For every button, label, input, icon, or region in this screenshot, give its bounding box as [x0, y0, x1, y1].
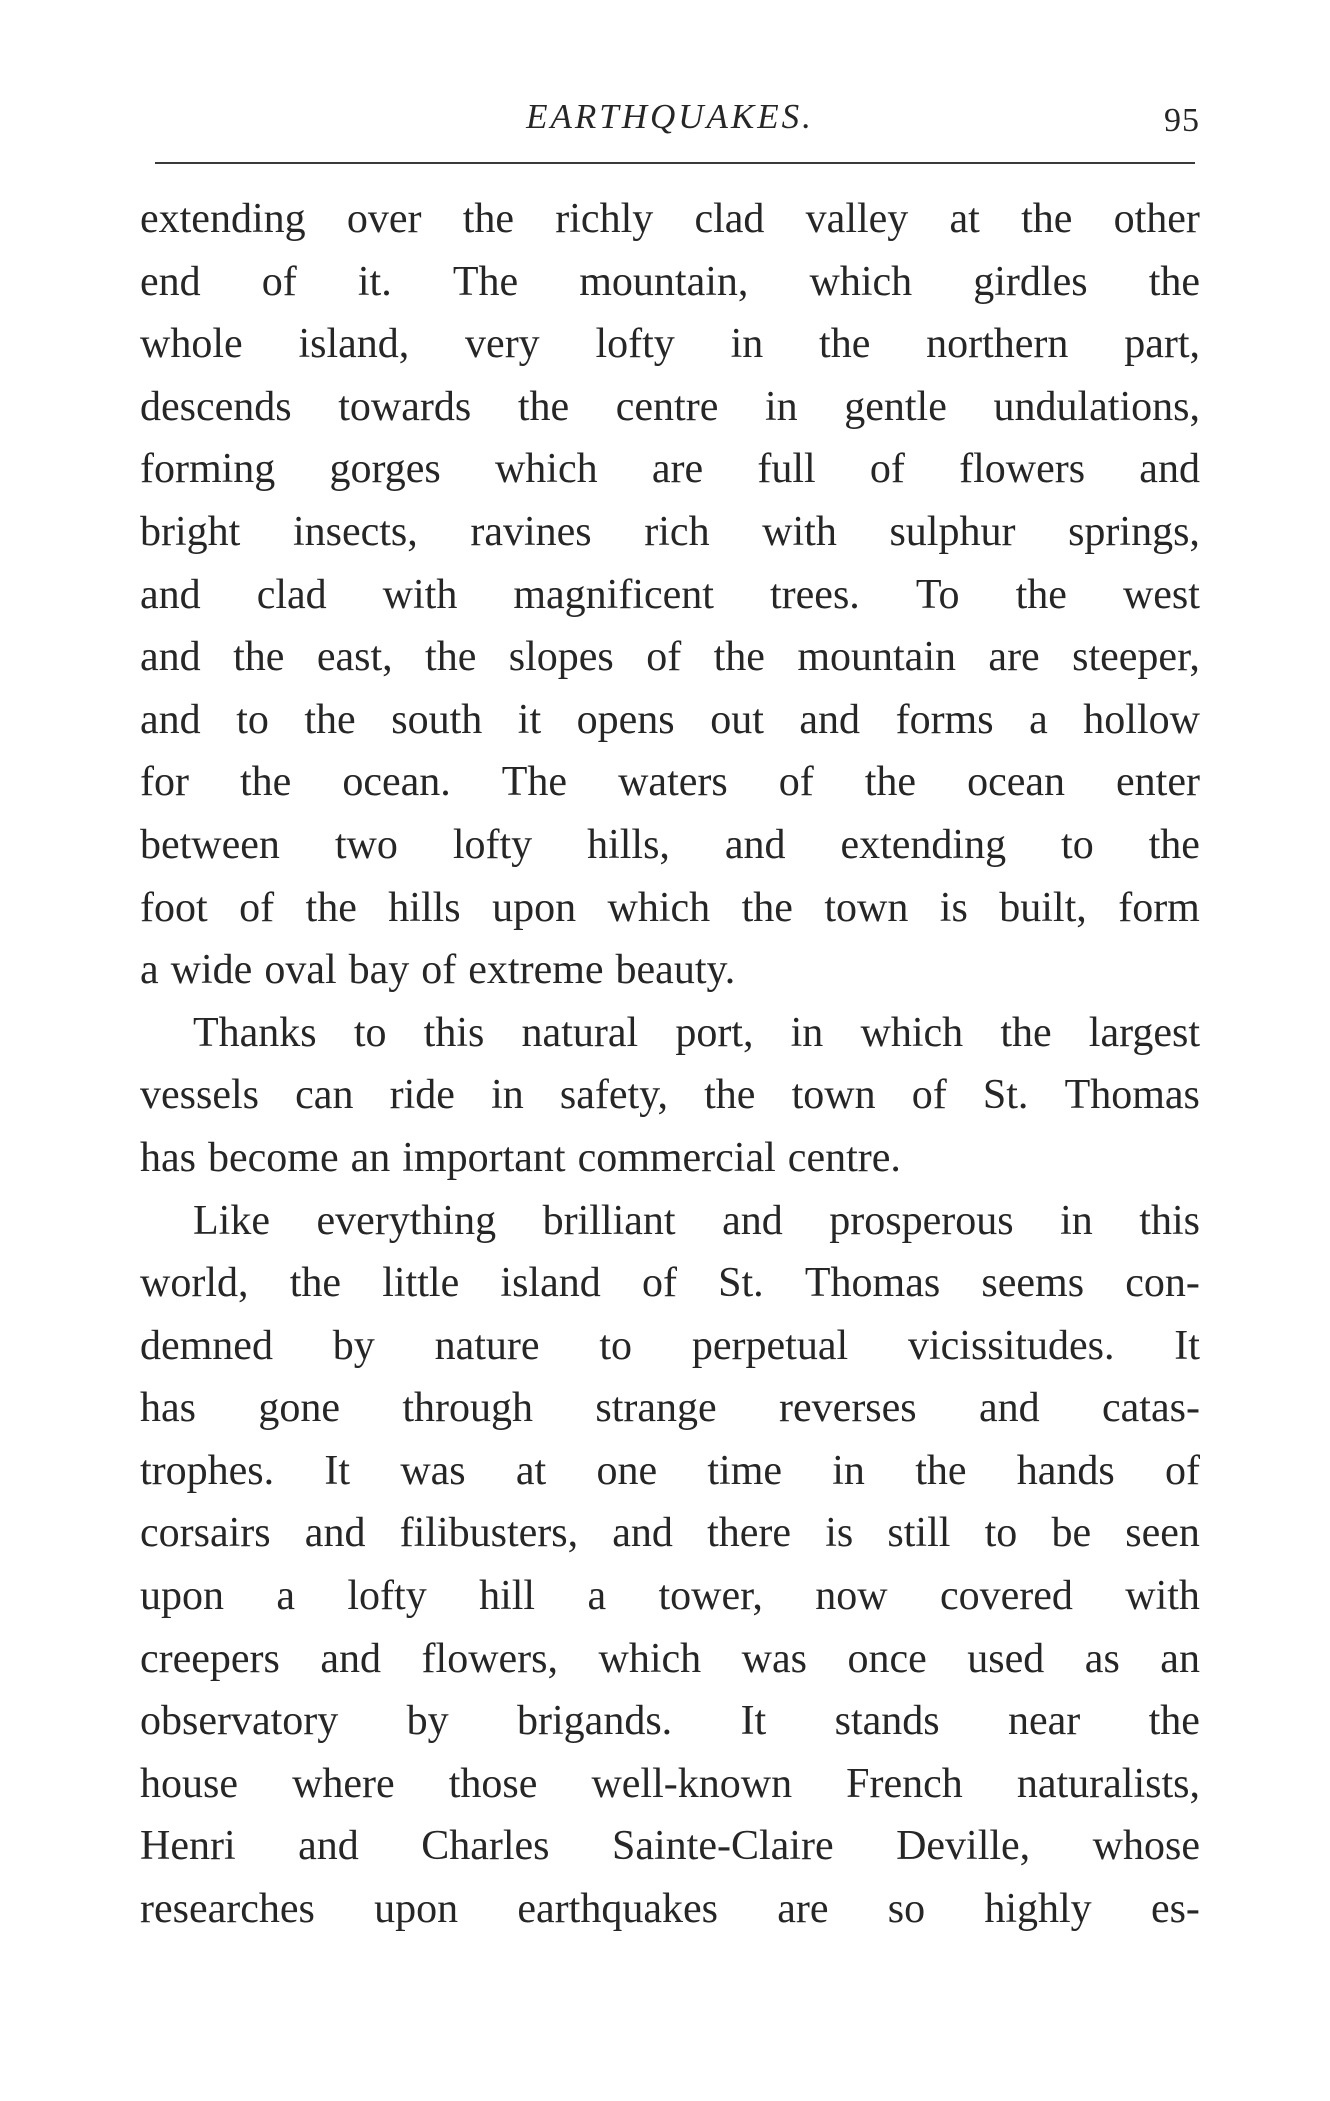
text-line: foot of the hills upon which the town is built, form	[140, 884, 1200, 931]
text-line: and to the south it opens out and forms a hollow	[140, 696, 1200, 743]
text-line: Like everything brilliant and prosperous in this	[193, 1197, 1200, 1244]
text-line: has become an important commercial centre.	[140, 1134, 901, 1181]
text-line: corsairs and filibusters, and there is still to be seen	[140, 1510, 1200, 1557]
text-line: researches upon earthquakes are so highly es-	[140, 1886, 1200, 1933]
text-line: descends towards the centre in gentle undulations,	[140, 383, 1200, 430]
page-number: 95	[1164, 102, 1200, 139]
text-line: Thanks to this natural port, in which the largest	[193, 1009, 1200, 1056]
text-line: between two lofty hills, and extending to the	[140, 821, 1200, 868]
text-line: demned by nature to perpetual vicissitudes. It	[140, 1322, 1200, 1369]
text-line: and the east, the slopes of the mountain are steeper,	[140, 634, 1200, 681]
text-line: for the ocean. The waters of the ocean enter	[140, 759, 1200, 806]
running-title: EARTHQUAKES.	[526, 97, 814, 136]
text-line: a wide oval bay of extreme beauty.	[140, 947, 736, 994]
running-head	[140, 95, 1200, 145]
text-line: whole island, very lofty in the northern part,	[140, 321, 1200, 368]
text-line: Henri and Charles Sainte-Claire Deville, whose	[140, 1823, 1200, 1870]
text-line: trophes. It was at one time in the hands of	[140, 1447, 1200, 1494]
text-line: creepers and flowers, which was once used as an	[140, 1635, 1200, 1682]
text-line: forming gorges which are full of flowers and	[140, 446, 1200, 493]
text-line: world, the little island of St. Thomas seems con-	[140, 1260, 1200, 1307]
text-line: bright insects, ravines rich with sulphur springs,	[140, 508, 1200, 555]
text-line: has gone through strange reverses and catas-	[140, 1385, 1200, 1432]
header-rule	[155, 162, 1195, 164]
body-text	[140, 188, 1200, 1941]
text-line: observatory by brigands. It stands near the	[140, 1698, 1200, 1745]
text-line: end of it. The mountain, which girdles the	[140, 258, 1200, 305]
text-line: extending over the richly clad valley at the other	[140, 196, 1200, 242]
text-line: upon a lofty hill a tower, now covered with	[140, 1573, 1200, 1620]
text-line: and clad with magnificent trees. To the west	[140, 571, 1200, 618]
text-line: vessels can ride in safety, the town of St. Thomas	[140, 1072, 1200, 1119]
text-line: house where those well-known French naturalists,	[140, 1760, 1200, 1807]
